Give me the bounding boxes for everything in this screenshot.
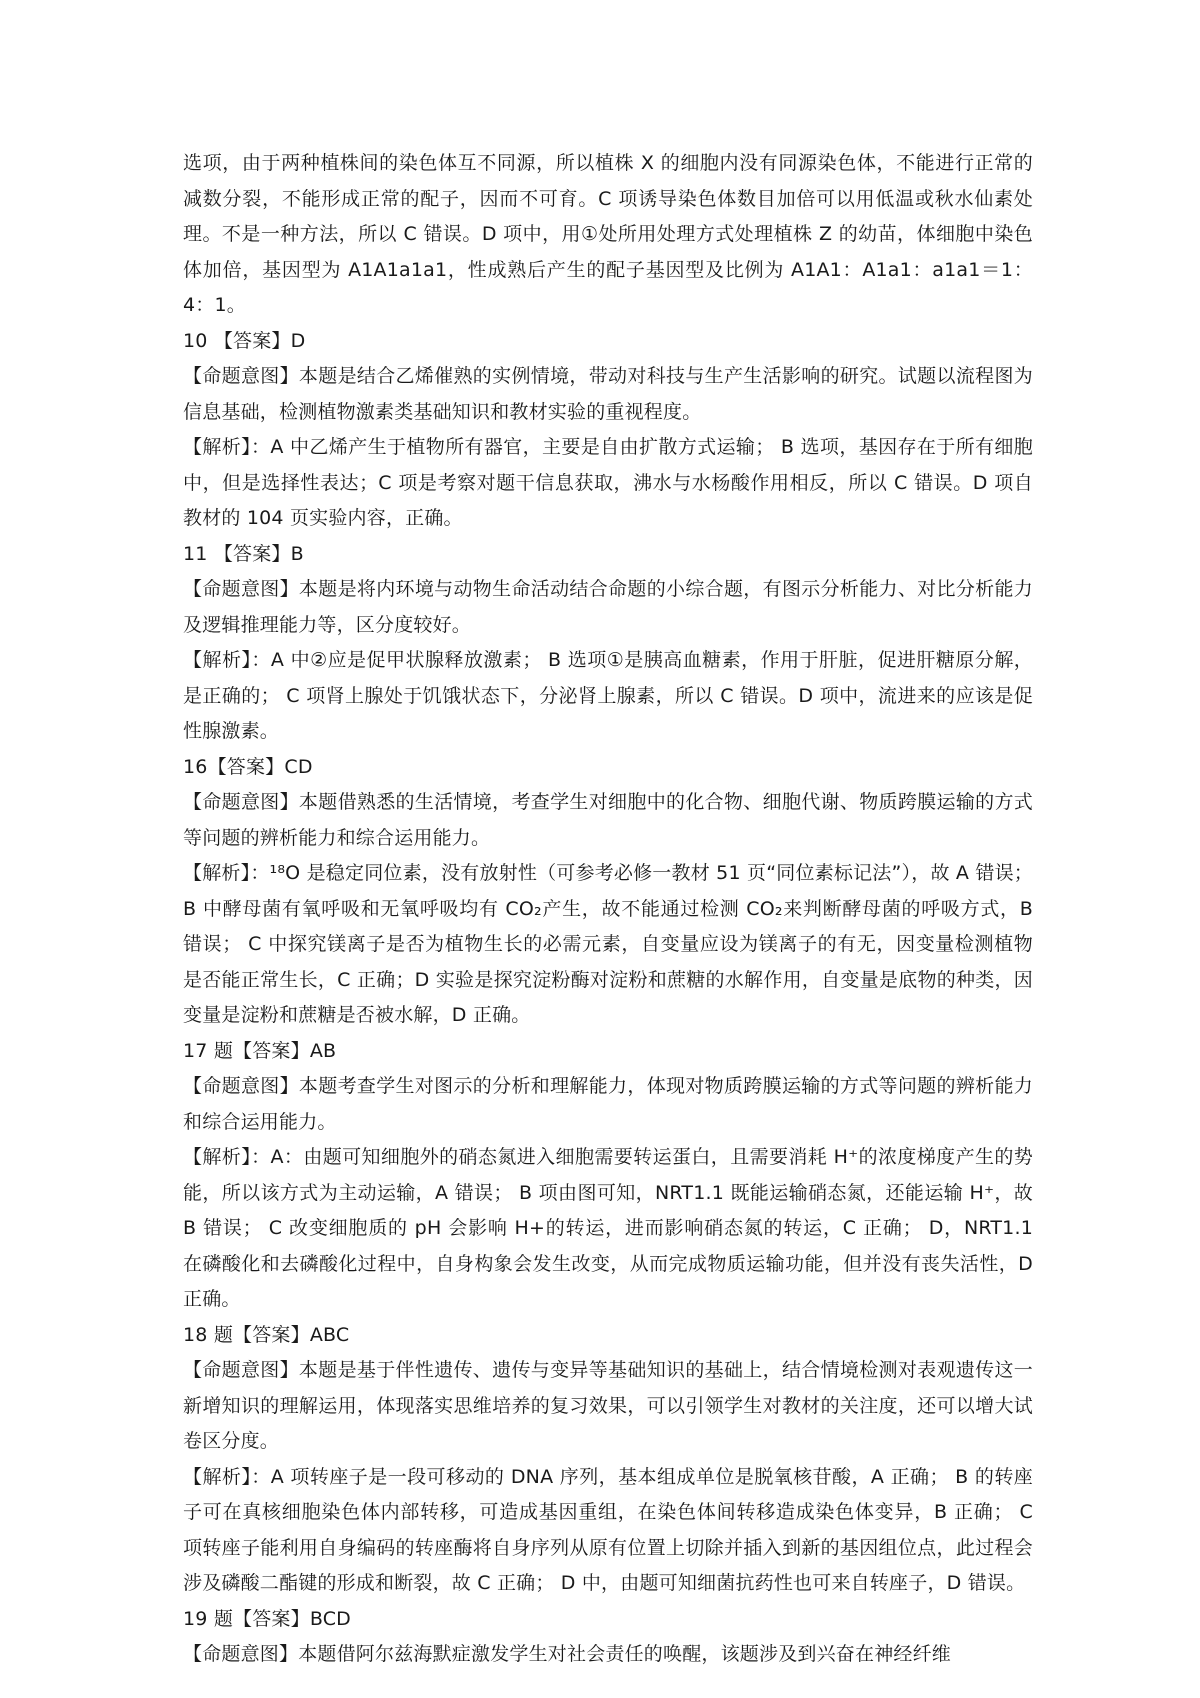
answer-17: 17 题【答案】AB	[183, 1039, 337, 1062]
analysis-16: 【解析】：¹⁸O 是稳定同位素，没有放射性（可参考必修一教材 51 页“同位素标记法”），故 A 错误； B 中酵母菌有氧呼吸和无氧呼吸均有 CO₂产生，故不能通过检测 CO₂来判断酵母菌的呼吸方式，B 错误； C 中探究镁离子是否为植物生长的必需元素，自变量应设为镁离子的有无，因变量检测植物是否能正常生长，C 正确；D 实验是探究淀粉酶对淀粉和蔗糖的水解作用，自变量是底物的种类，因变量是淀粉和蔗糖是否被水解，D 正确。	[183, 862, 1033, 1026]
intent-10: 【命题意图】本题是结合乙烯催熟的实例情境，带动对科技与生产生活影响的研究。试题以流程图为信息基础，检测植物激素类基础知识和教材实验的重视程度。	[183, 365, 1033, 423]
intent-11: 【命题意图】本题是将内环境与动物生命活动结合命题的小综合题，有图示分析能力、对比分析能力及逻辑推理能力等，区分度较好。	[183, 578, 1033, 636]
intent-16: 【命题意图】本题借熟悉的生活情境，考查学生对细胞中的化合物、细胞代谢、物质跨膜运输的方式等问题的辨析能力和综合运用能力。	[183, 791, 1033, 849]
answer-11: 11 【答案】B	[183, 542, 304, 565]
answer-10: 10 【答案】D	[183, 329, 306, 352]
answer-16: 16【答案】CD	[183, 755, 313, 778]
answer-19: 19 题【答案】BCD	[183, 1607, 352, 1630]
intent-19: 【命题意图】本题借阿尔兹海默症激发学生对社会责任的唤醒，该题涉及到兴奋在神经纤维	[183, 1643, 952, 1665]
analysis-11: 【解析】：A 中②应是促甲状腺释放激素； B 选项①是胰高血糖素，作用于肝脏，促进肝糖原分解，是正确的； C 项肾上腺处于饥饿状态下，分泌肾上腺素，所以 C 错误。D 项中，流进来的应该是促性腺激素。	[183, 649, 1033, 742]
intent-18: 【命题意图】本题是基于伴性遗传、遗传与变异等基础知识的基础上，结合情境检测对表观遗传这一新增知识的理解运用，体现落实思维培养的复习效果，可以引领学生对教材的关注度，还可以增大试卷区分度。	[183, 1359, 1033, 1452]
analysis-18: 【解析】：A 项转座子是一段可移动的 DNA 序列，基本组成单位是脱氧核苷酸，A 正确； B 的转座子可在真核细胞染色体内部转移，可造成基因重组，在染色体间转移造成染色体变异，B 正确； C 项转座子能利用自身编码的转座酶将自身序列从原有位置上切除并插入到新的基因组位点，此过程会涉及磷酸二酯键的形成和断裂，故 C 正确； D 中，由题可知细菌抗药性也可来自转座子，D 错误。	[183, 1465, 1033, 1594]
analysis-10: 【解析】：A 中乙烯产生于植物所有器官，主要是自由扩散方式运输； B 选项，基因存在于所有细胞中，但是选择性表达；C 项是考察对题干信息获取，沸水与水杨酸作用相反，所以 C 错误。D 项自教材的 104 页实验内容，正确。	[183, 436, 1033, 529]
paragraph-continuation-9: 选项，由于两种植株间的染色体互不同源，所以植株 X 的细胞内没有同源染色体，不能进行正常的减数分裂，不能形成正常的配子，因而不可育。C 项诱导染色体数目加倍可以用低温或秋水仙素处理。不是一种方法，所以 C 错误。D 项中，用①处所用处理方式处理植株 Z 的幼苗，体细胞中染色体加倍，基因型为 A1A1a1a1，性成熟后产生的配子基因型及比例为 A1A1：A1a1：a1a1＝1：4：1。	[183, 152, 1033, 316]
intent-17: 【命题意图】本题考查学生对图示的分析和理解能力，体现对物质跨膜运输的方式等问题的辨析能力和综合运用能力。	[183, 1075, 1033, 1133]
document-body	[183, 146, 1033, 1673]
analysis-17: 【解析】：A：由题可知细胞外的硝态氮进入细胞需要转运蛋白，且需要消耗 H⁺的浓度梯度产生的势能，所以该方式为主动运输，A 错误； B 项由图可知，NRT1.1 既能运输硝态氮，还能运输 H⁺，故 B 错误； C 改变细胞质的 pH 会影响 H+的转运，进而影响硝态氮的转运，C 正确； D，NRT1.1 在磷酸化和去磷酸化过程中，自身构象会发生改变，从而完成物质运输功能，但并没有丧失活性，D 正确。	[183, 1146, 1033, 1310]
answer-18: 18 题【答案】ABC	[183, 1323, 350, 1346]
